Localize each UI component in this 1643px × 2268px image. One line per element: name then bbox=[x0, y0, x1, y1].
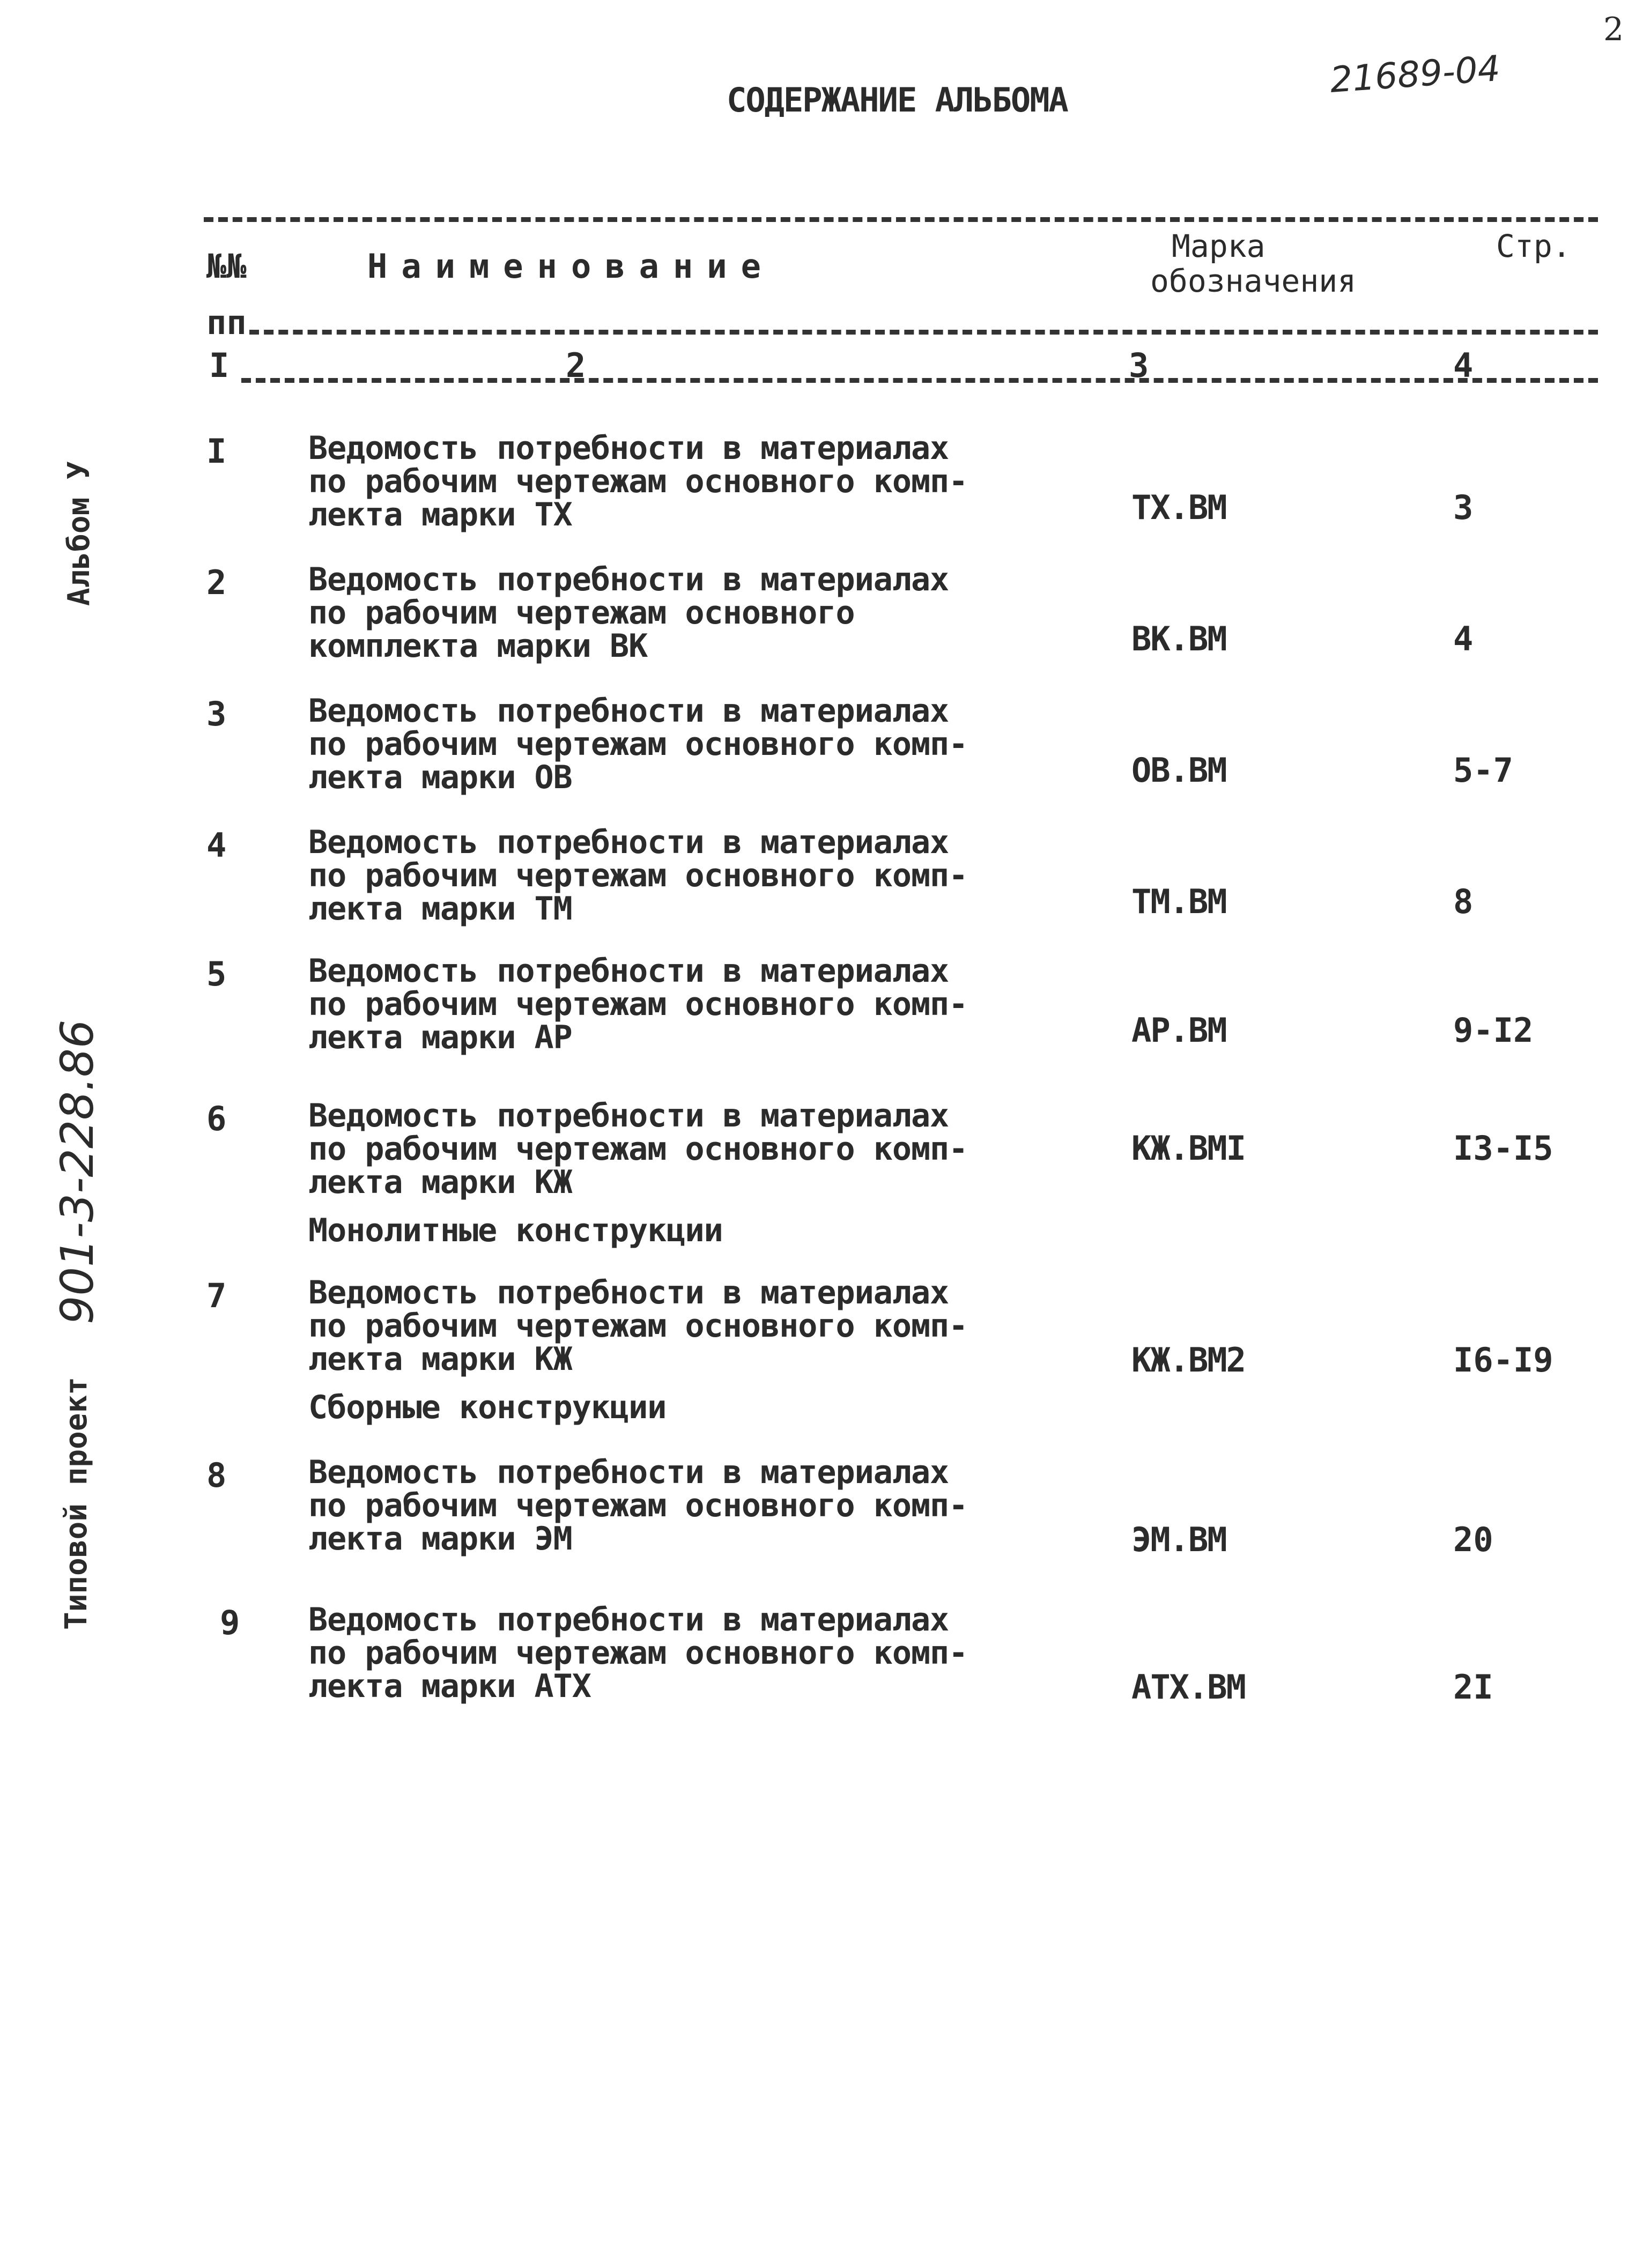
col-number-1: I bbox=[209, 346, 230, 385]
row-name: Ведомость потребности в материалах по рабочим чертежам основного комп- лекта марки ОВ bbox=[308, 692, 968, 796]
header-num-pp: пп bbox=[206, 303, 247, 342]
row-subtitle: Сборные конструкции bbox=[308, 1389, 667, 1426]
row-name: Ведомость потребности в материалах по рабочим чертежам основного комп- лекта марки КЖ bbox=[308, 1097, 968, 1201]
row-mark: АТХ.ВМ bbox=[1131, 1667, 1245, 1707]
header-bottom-rule bbox=[241, 378, 1598, 383]
col-number-4: 4 bbox=[1453, 346, 1474, 385]
row-number: 8 bbox=[206, 1456, 227, 1495]
col-number-3: 3 bbox=[1129, 346, 1149, 385]
row-pages: 5-7 bbox=[1453, 751, 1513, 790]
row-name: Ведомость потребности в материалах по рабочим чертежам основного комп- лекта марки ЭМ bbox=[308, 1454, 968, 1558]
header-mid-rule bbox=[249, 330, 1598, 335]
row-name: Ведомость потребности в материалах по рабочим чертежам основного комп- лекта марки КЖ bbox=[308, 1274, 968, 1378]
page-title: СОДЕРЖАНИЕ АЛЬБОМА bbox=[727, 80, 1068, 120]
row-pages: 4 bbox=[1453, 619, 1474, 658]
row-name: Ведомость потребности в материалах по рабочим чертежам основного комп- лекта марки ТМ bbox=[308, 824, 968, 928]
col-number-2: 2 bbox=[566, 346, 586, 385]
row-mark: АР.ВМ bbox=[1131, 1011, 1226, 1050]
margin-project-label: Типовой проект bbox=[59, 1376, 94, 1630]
row-pages: 20 bbox=[1453, 1520, 1493, 1559]
row-name: Ведомость потребности в материалах по рабочим чертежам основного комп- лекта марки АТХ bbox=[308, 1601, 968, 1705]
row-number: I bbox=[206, 432, 227, 471]
row-mark: КЖ.ВМI bbox=[1131, 1129, 1245, 1168]
row-mark: ВК.ВМ bbox=[1131, 619, 1226, 658]
document-code: 21689-04 bbox=[1328, 48, 1502, 101]
row-pages: 8 bbox=[1453, 882, 1474, 921]
row-mark: ТХ.ВМ bbox=[1131, 488, 1226, 527]
header-mark-line1: Марка bbox=[1172, 228, 1265, 264]
row-mark: КЖ.ВМ2 bbox=[1131, 1340, 1245, 1380]
row-pages: I6-I9 bbox=[1453, 1340, 1553, 1380]
row-number: 9 bbox=[220, 1603, 240, 1642]
row-number: 6 bbox=[206, 1099, 227, 1138]
row-mark: ТМ.ВМ bbox=[1131, 882, 1226, 921]
row-number: 4 bbox=[206, 826, 227, 865]
row-mark: ОВ.ВМ bbox=[1131, 751, 1226, 790]
table-top-rule bbox=[204, 217, 1598, 222]
row-pages: 3 bbox=[1453, 488, 1474, 527]
row-pages: 9-I2 bbox=[1453, 1011, 1534, 1050]
row-mark: ЭМ.ВМ bbox=[1131, 1520, 1226, 1559]
row-subtitle: Монолитные конструкции bbox=[308, 1212, 723, 1249]
row-name: Ведомость потребности в материалах по рабочим чертежам основного комп- лекта марки ТХ bbox=[308, 429, 968, 533]
page-number: 2 bbox=[1603, 11, 1624, 48]
row-number: 5 bbox=[206, 954, 227, 994]
margin-project-code: 901-3-228.86 bbox=[51, 1019, 103, 1324]
header-pages: Стр. bbox=[1496, 228, 1571, 264]
row-name: Ведомость потребности в материалах по рабочим чертежам основного комплекта марки ВК bbox=[308, 561, 949, 665]
row-pages: 2I bbox=[1453, 1667, 1493, 1707]
row-number: 2 bbox=[206, 563, 227, 602]
row-number: 7 bbox=[206, 1276, 227, 1315]
row-number: 3 bbox=[206, 694, 227, 733]
header-num: №№ bbox=[206, 247, 247, 286]
header-mark-line2: обозначения bbox=[1150, 263, 1357, 299]
header-name: Наименование bbox=[367, 247, 775, 286]
row-pages: I3-I5 bbox=[1453, 1129, 1553, 1168]
margin-album-label: Альбом У bbox=[62, 461, 97, 606]
row-name: Ведомость потребности в материалах по рабочим чертежам основного комп- лекта марки АР bbox=[308, 952, 968, 1056]
